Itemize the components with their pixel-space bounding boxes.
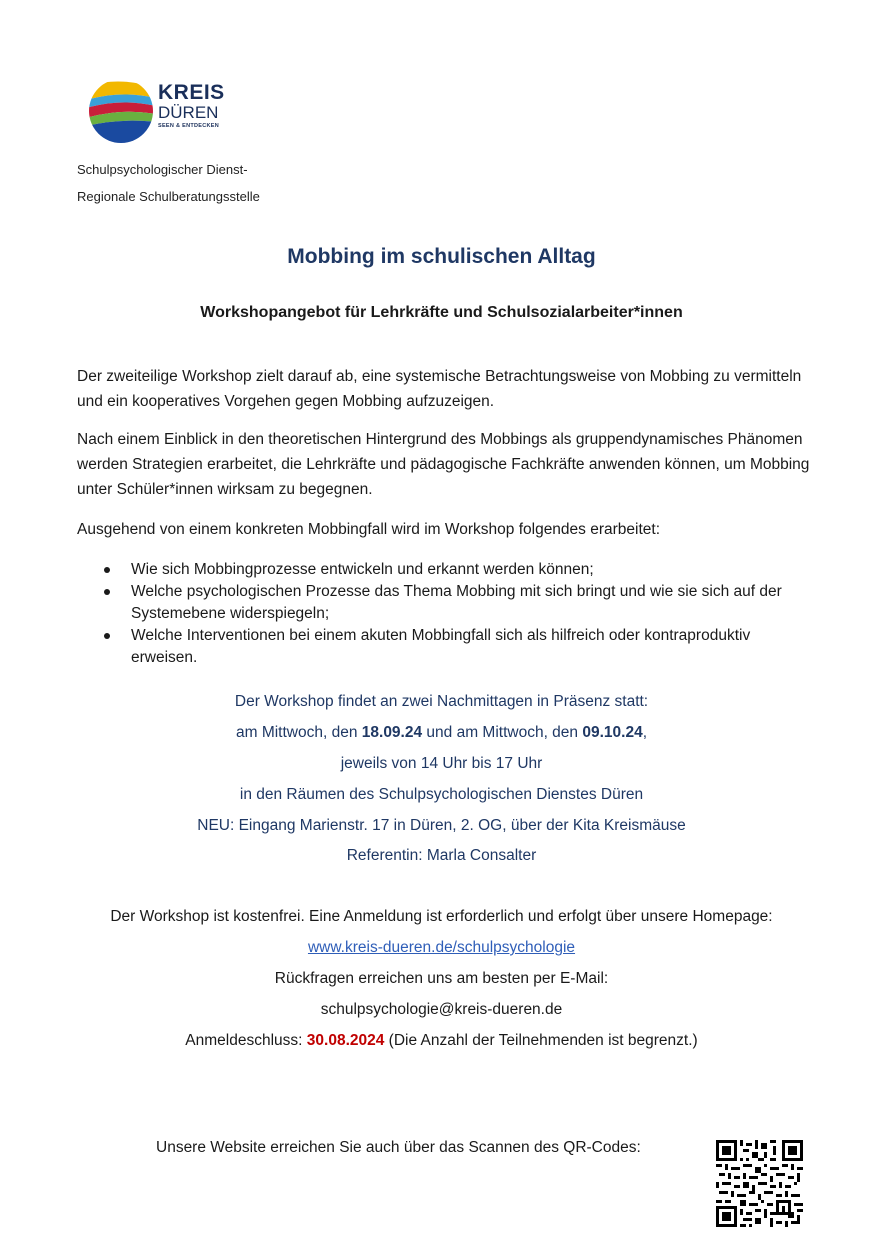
registration-deadline	[0, 1032, 883, 1050]
qr-code[interactable]	[716, 1140, 803, 1227]
contact-info: Rückfragen erreichen uns am besten per E-Mail:	[274, 970, 609, 987]
list-item-text: Wie sich Mobbingprozesse entwickeln und erkannt werden können;	[131, 561, 594, 578]
list-item	[77, 581, 812, 625]
event-dates-middle: und am Mittwoch, den	[422, 724, 583, 741]
event-dates-prefix: am Mittwoch, den	[235, 724, 362, 741]
kreis-dueren-logo	[78, 68, 230, 152]
qr-code-icon	[716, 1140, 803, 1227]
org-line-1: Schulpsychologischer Dienst-	[77, 162, 248, 177]
event-date-2: 09.10.24	[582, 724, 643, 741]
intro-paragraph: Der zweiteilige Workshop zielt darauf ab, eine systemische Betrachtungsweise von Mobbing zu vermitteln und ein kooperatives Vorgehen gegen Mobbing aufzuzeigen.	[77, 368, 802, 410]
logo-kreis: KREIS	[158, 81, 225, 104]
registration-link-row	[0, 939, 883, 957]
event-time: jeweils von 14 Uhr bis 17 Uhr	[340, 755, 543, 772]
background-paragraph: Nach einem Einblick in den theoretischen Hintergrund des Mobbings als gruppendynamisches Phänomen werden Strategien erarbeitet, die Lehrkräfte und pädagogische Fachkräfte anwenden können, um Mobbing unter Schüler*innen wirksam zu begegnen.	[77, 431, 810, 498]
logo-tagline: SEEN & ENTDECKEN	[158, 123, 220, 129]
bullet-icon	[104, 567, 110, 573]
event-entrance: NEU: Eingang Marienstr. 17 in Düren, 2. OG, über der Kita Kreismäuse	[197, 817, 686, 834]
event-dates-suffix: ,	[642, 724, 648, 741]
deadline-label: Anmeldeschluss:	[185, 1032, 307, 1049]
org-line-2: Regionale Schulberatungsstelle	[77, 189, 260, 204]
homepage-link[interactable]: www.kreis-dueren.de/schulpsychologie	[307, 939, 576, 956]
event-intro: Der Workshop findet an zwei Nachmittagen in Präsenz statt:	[234, 693, 649, 710]
lead-in-paragraph: Ausgehend von einem konkreten Mobbingfall wird im Workshop folgendes erarbeitet:	[77, 521, 661, 538]
logo-mark-icon	[86, 76, 156, 146]
list-item-text: Welche Interventionen bei einem akuten Mobbingfall sich als hilfreich oder kontraproduktiv erweisen.	[131, 627, 751, 666]
deadline-note: (Die Anzahl der Teilnehmenden ist begrenzt.)	[384, 1032, 698, 1049]
event-dates	[0, 724, 883, 742]
event-location: in den Räumen des Schulpsychologischen Dienstes Düren	[239, 786, 644, 803]
list-item-text: Welche psychologischen Prozesse das Thema Mobbing mit sich bringt und wie sie sich auf der Systemebene widerspiegeln;	[131, 583, 782, 622]
logo-dueren: DÜREN	[158, 103, 219, 122]
page-subtitle: Workshopangebot für Lehrkräfte und Schulsozialarbeiter*innen	[200, 304, 683, 321]
bullet-icon	[104, 633, 110, 639]
topic-list	[77, 559, 812, 669]
bullet-icon	[104, 589, 110, 595]
logo-wordmark	[158, 82, 225, 130]
list-item	[77, 625, 812, 669]
deadline-date: 30.08.2024	[306, 1032, 385, 1049]
page-title: Mobbing im schulischen Alltag	[287, 245, 596, 268]
event-speaker: Referentin: Marla Consalter	[346, 847, 537, 864]
contact-email[interactable]: schulpsychologie@kreis-dueren.de	[320, 1001, 563, 1018]
registration-info: Der Workshop ist kostenfrei. Eine Anmeldung ist erforderlich und erfolgt über unsere Homepage:	[110, 908, 773, 925]
event-date-1: 18.09.24	[361, 724, 423, 741]
qr-caption: Unsere Website erreichen Sie auch über das Scannen des QR-Codes:	[156, 1139, 641, 1156]
list-item	[77, 559, 812, 581]
